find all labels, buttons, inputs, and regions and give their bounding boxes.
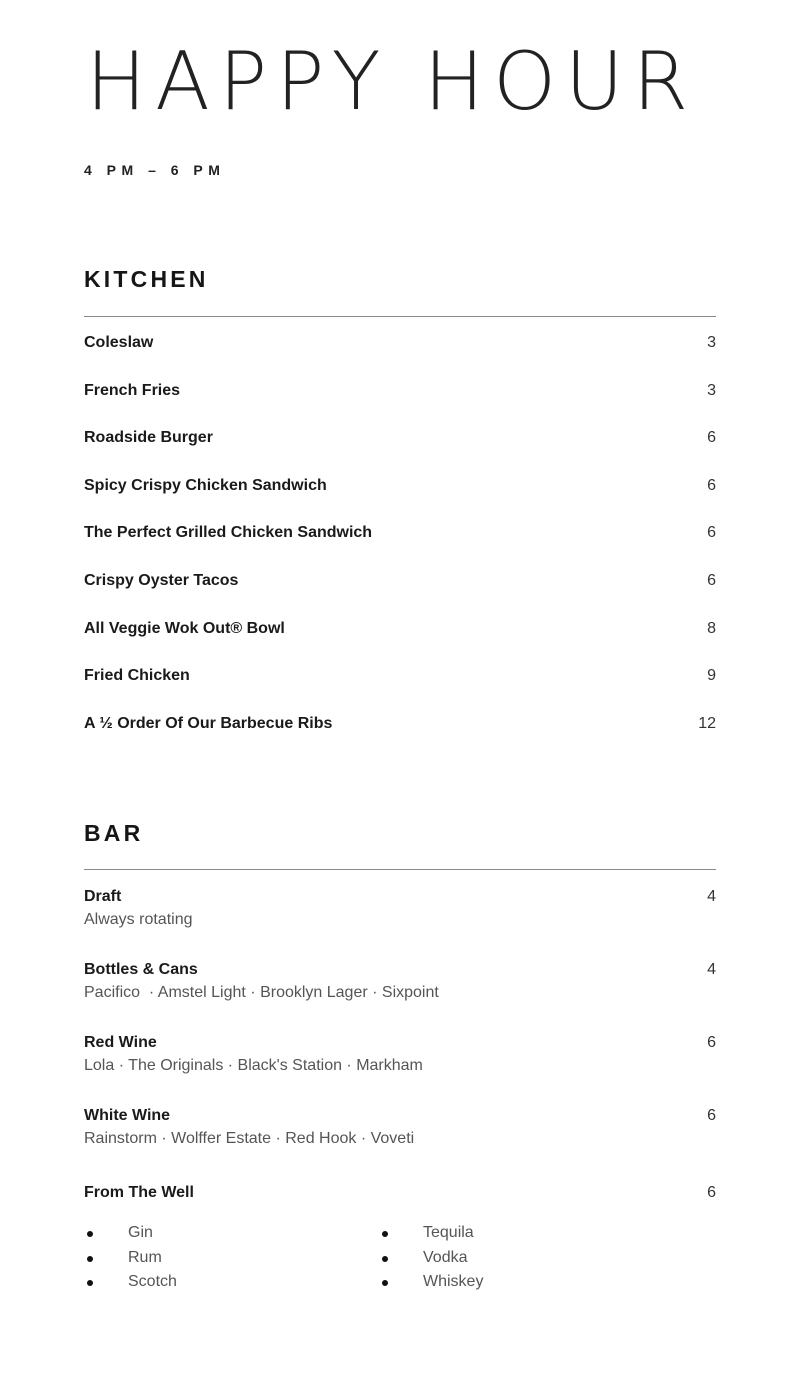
drink-price: 6 [707, 1034, 716, 1051]
item-price: 6 [707, 476, 716, 494]
bar-divider [84, 869, 716, 870]
drink-item [84, 888, 716, 961]
bar-list [84, 888, 716, 1180]
menu-item [84, 477, 716, 525]
menu-item [84, 382, 716, 430]
drink-description: Rainstorm · Wolffer Estate · Red Hook · Voveti [84, 1130, 415, 1147]
bullet-icon [382, 1231, 388, 1237]
item-price: 8 [707, 619, 716, 637]
item-price: 6 [707, 571, 716, 589]
drink-name: Bottles & Cans [84, 961, 198, 978]
bullet-icon [382, 1256, 388, 1262]
bullet-icon [87, 1280, 93, 1286]
drink-price: 6 [707, 1184, 716, 1201]
page-title: HAPPY HOUR [86, 35, 698, 128]
spirit-item: Gin [84, 1224, 177, 1249]
well-drinks-row [84, 1184, 716, 1202]
drink-item [84, 961, 716, 1034]
item-name: Fried Chicken [84, 667, 190, 685]
item-name: Crispy Oyster Tacos [84, 571, 239, 589]
item-price: 9 [707, 667, 716, 685]
item-price: 6 [707, 429, 716, 447]
item-name: Spicy Crispy Chicken Sandwich [84, 476, 327, 494]
drink-name: Red Wine [84, 1034, 157, 1051]
menu-item [84, 715, 716, 763]
item-name: All Veggie Wok Out® Bowl [84, 619, 285, 637]
bullet-icon [87, 1256, 93, 1262]
drink-name: Draft [84, 888, 122, 905]
spirit-item: Vodka [379, 1249, 483, 1274]
item-name: Coleslaw [84, 334, 154, 351]
menu-item [84, 334, 716, 382]
menu-item [84, 429, 716, 477]
kitchen-divider [84, 316, 716, 317]
item-price: 6 [707, 524, 716, 542]
kitchen-list [84, 334, 716, 762]
menu-item [84, 620, 716, 668]
spirit-item: Tequila [379, 1224, 483, 1249]
drink-name: White Wine [84, 1107, 171, 1124]
menu-item [84, 572, 716, 620]
item-name: A ½ Order Of Our Barbecue Ribs [84, 714, 333, 732]
bar-heading: BAR [84, 820, 144, 846]
spirit-item: Whiskey [379, 1273, 483, 1298]
item-price: 12 [698, 714, 716, 732]
menu-item [84, 524, 716, 572]
hours-label: 4 PM – 6 PM [84, 162, 226, 178]
menu-item [84, 667, 716, 715]
drink-description: Lola · The Originals · Black's Station · Markham [84, 1057, 423, 1074]
spirits-column-left [84, 1224, 177, 1298]
drink-item [84, 1107, 716, 1180]
drink-item [84, 1034, 716, 1107]
drink-description: Pacifico · Amstel Light · Brooklyn Lager · Sixpoint [84, 984, 439, 1001]
drink-name: From The Well [84, 1184, 194, 1201]
bullet-icon [87, 1231, 93, 1237]
item-price: 3 [707, 334, 716, 351]
spirit-item: Scotch [84, 1273, 177, 1298]
drink-price: 6 [707, 1107, 716, 1124]
drink-price: 4 [707, 961, 716, 978]
item-name: Roadside Burger [84, 429, 213, 447]
item-name: The Perfect Grilled Chicken Sandwich [84, 524, 373, 542]
bullet-icon [382, 1280, 388, 1286]
spirits-column-right [379, 1224, 483, 1298]
drink-price: 4 [707, 888, 716, 905]
item-price: 3 [707, 381, 716, 399]
spirit-item: Rum [84, 1249, 177, 1274]
kitchen-heading: KITCHEN [84, 266, 209, 292]
drink-description: Always rotating [84, 911, 193, 928]
item-name: French Fries [84, 381, 181, 399]
